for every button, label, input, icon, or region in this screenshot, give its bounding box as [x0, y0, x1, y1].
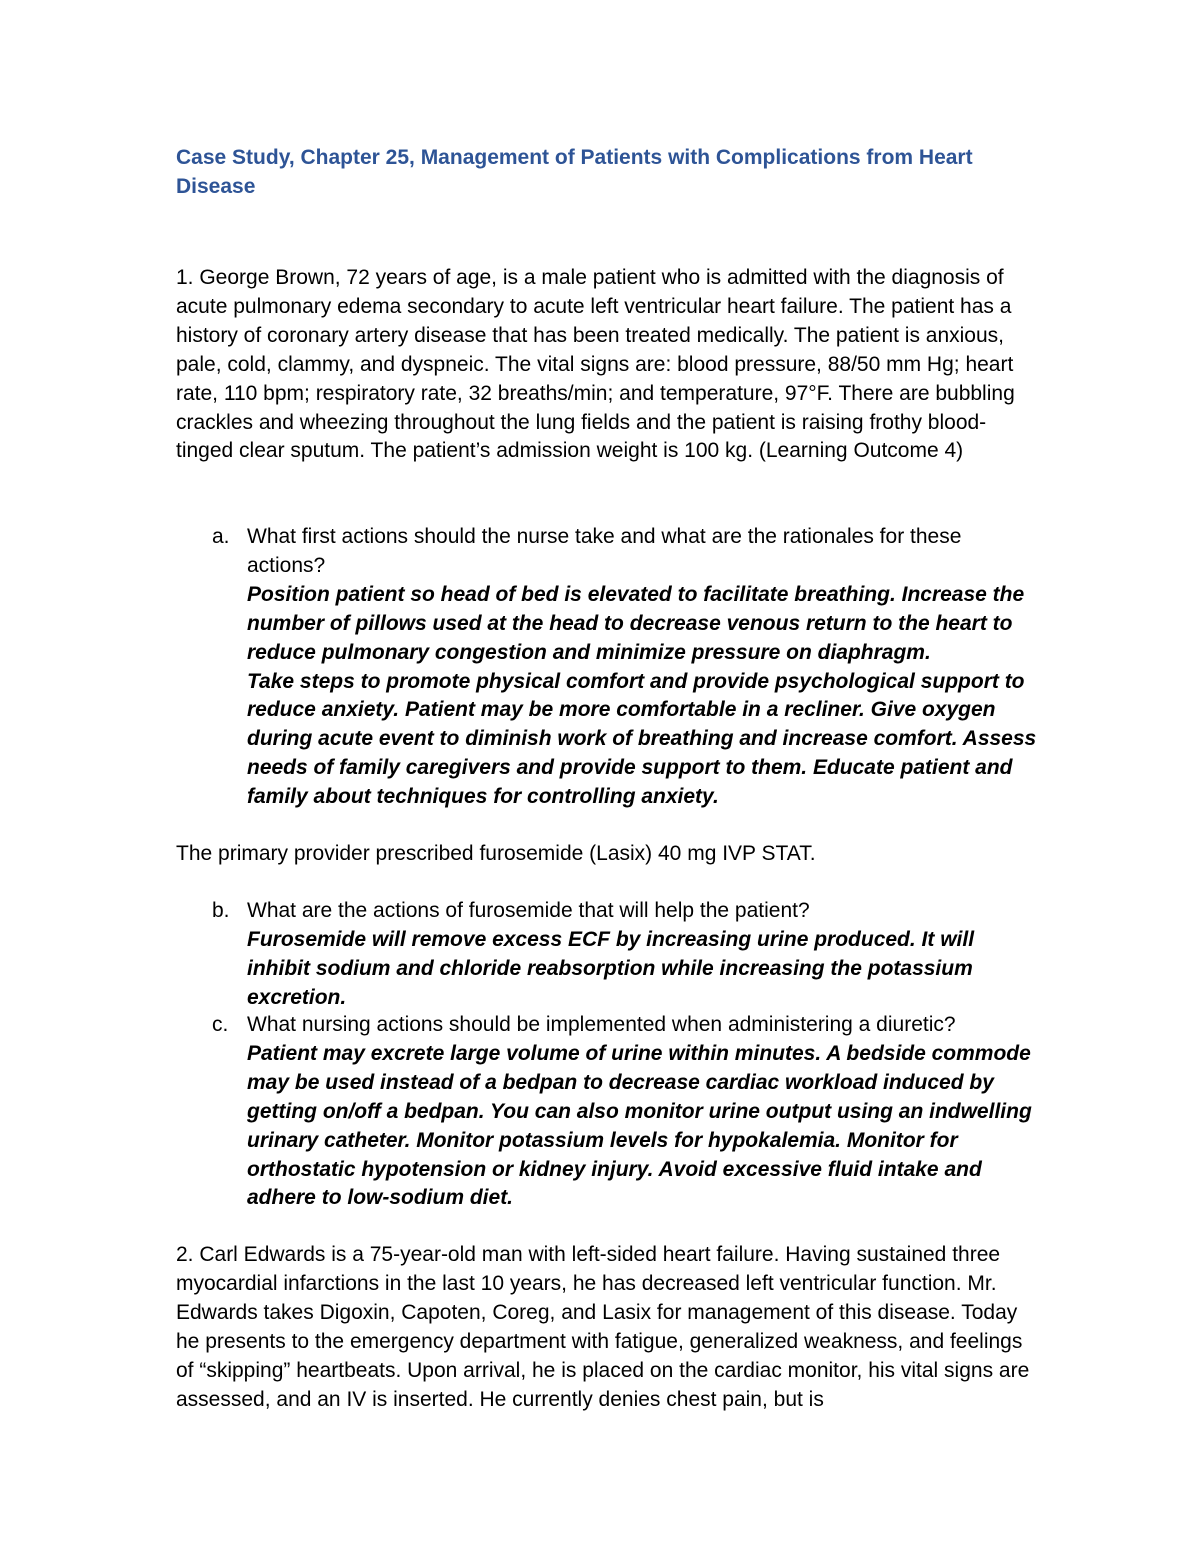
- page-title: Case Study, Chapter 25, Management of Patients with Complications from Heart Disease: [176, 146, 973, 198]
- question-c-marker: c.: [212, 1013, 229, 1036]
- case1-question-a: [212, 523, 1042, 812]
- prescription-text: The primary provider prescribed furosemide (Lasix) 40 mg IVP STAT.: [176, 842, 816, 865]
- case1-question-c: [212, 1011, 1042, 1213]
- question-b-marker: b.: [212, 899, 230, 922]
- question-a-text: What first actions should the nurse take and what are the rationales for these actions?: [247, 525, 962, 577]
- question-c-text: What nursing actions should be implemented when administering a diuretic?: [247, 1013, 956, 1036]
- answer-a-part1: Position patient so head of bed is elevated to facilitate breathing. Increase the number of pillows used at the head to decrease venous return to the heart to reduce pulmonary congestion and minimize pressure on diaphragm.: [247, 582, 1025, 664]
- case1-intro: 1. George Brown, 72 years of age, is a male patient who is admitted with the diagnosis of acute pulmonary edema secondary to acute left ventricular heart failure. The patient has a history of coronary artery disease that has been treated medically. The patient is anxious, pale, cold, clammy, and dyspneic. The vital signs are: blood pressure, 88/50 mm Hg; heart rate, 110 bpm; respiratory rate, 32 breaths/min; and temperature, 97°F. There are bubbling crackles and wheezing throughout the lung fields and the patient is raising frothy blood-tinged clear sputum. The patient’s admission weight is 100 kg. (Learning Outcome 4): [176, 266, 1015, 463]
- answer-b: Furosemide will remove excess ECF by increasing urine produced. It will inhibit sodium and chloride reabsorption while increasing the potassium excretion.: [247, 927, 975, 1009]
- case2-intro: 2. Carl Edwards is a 75-year-old man with left-sided heart failure. Having sustained three myocardial infarctions in the last 10 years, he has decreased left ventricular function. Mr. Edwards takes Digoxin, Capoten, Coreg, and Lasix for management of this disease. Today he presents to the emergency department with fatigue, generalized weakness, and feelings of “skipping” heartbeats. Upon arrival, he is placed on the cardiac monitor, his vital signs are assessed, and an IV is inserted. He currently denies chest pain, but is: [176, 1243, 1030, 1411]
- case1-question-b: [212, 897, 1042, 1013]
- answer-c: Patient may excrete large volume of urine within minutes. A bedside commode may be used instead of a bedpan to decrease cardiac workload induced by getting on/off a bedpan. You can also monitor urine output using an indwelling urinary catheter. Monitor potassium levels for hypokalemia. Monitor for orthostatic hypotension or kidney injury. Avoid excessive fluid intake and adhere to low-sodium diet.: [247, 1041, 1032, 1210]
- answer-a-part2: Take steps to promote physical comfort and provide psychological support to reduce anxiety. Patient may be more comfortable in a recliner. Give oxygen during acute event to diminish work of breathing and increase comfort. Assess needs of family caregivers and provide support to them. Educate patient and family about techniques for controlling anxiety.: [247, 669, 1037, 809]
- question-b-text: What are the actions of furosemide that will help the patient?: [247, 899, 810, 922]
- question-a-marker: a.: [212, 525, 230, 548]
